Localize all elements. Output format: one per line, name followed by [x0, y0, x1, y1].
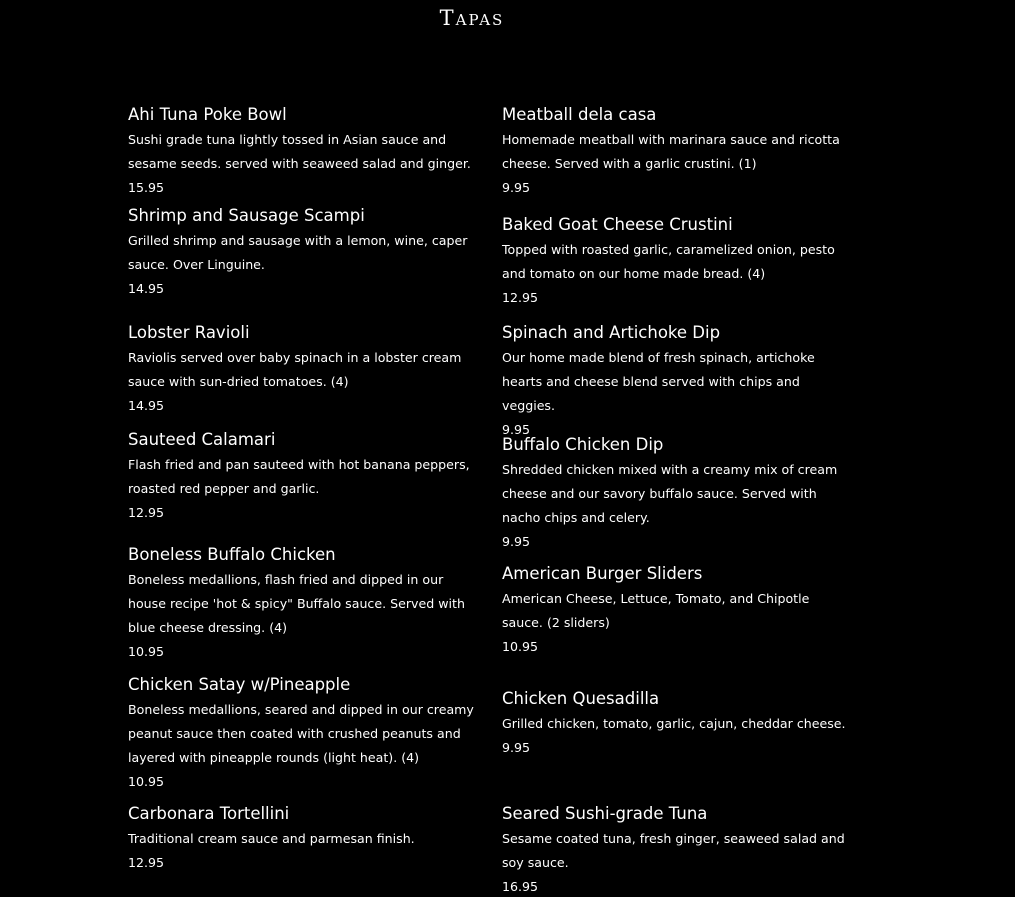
menu-item-name: Chicken Satay w/Pineapple [128, 675, 351, 694]
menu-item-description: Sesame coated tuna, fresh ginger, seaweed salad and soy sauce. [502, 831, 845, 870]
menu-item-name: Seared Sushi-grade Tuna [502, 804, 708, 823]
menu-item-chicken-quesadilla [502, 689, 852, 760]
menu-item-price: 9.95 [502, 740, 531, 755]
menu-item-price: 16.95 [502, 879, 539, 894]
menu-item-name: Meatball dela casa [502, 105, 657, 124]
menu-item-name: Boneless Buffalo Chicken [128, 545, 336, 564]
menu-item-description: Boneless medallions, flash fried and dipped in our house recipe 'hot & spicy" Buffalo sauce. Served with blue cheese dressing. (4) [128, 572, 465, 635]
menu-item-spinach-and-artichoke-dip [502, 323, 852, 442]
menu-item-price: 14.95 [128, 281, 165, 296]
menu-item-description: Boneless medallions, seared and dipped in our creamy peanut sauce then coated with crushed peanuts and layered with pineapple rounds (light heat). (4) [128, 702, 474, 765]
menu-item-baked-goat-cheese-crustini [502, 215, 852, 310]
menu-item-shrimp-and-sausage-scampi [128, 206, 478, 301]
menu-item-name: Lobster Ravioli [128, 323, 250, 342]
menu-item-description: Topped with roasted garlic, caramelized onion, pesto and tomato on our home made bread. (4) [502, 242, 835, 281]
menu-item-sauteed-calamari [128, 430, 478, 525]
menu-item-carbonara-tortellini [128, 804, 478, 875]
menu-item-name: Ahi Tuna Poke Bowl [128, 105, 287, 124]
menu-item-name: Carbonara Tortellini [128, 804, 290, 823]
menu-item-price: 9.95 [502, 534, 531, 549]
menu-item-name: Sauteed Calamari [128, 430, 276, 449]
menu-item-name: Baked Goat Cheese Crustini [502, 215, 733, 234]
menu-item-price: 14.95 [128, 398, 165, 413]
menu-item-description: Grilled chicken, tomato, garlic, cajun, cheddar cheese. [502, 716, 846, 731]
menu-item-description: American Cheese, Lettuce, Tomato, and Chipotle sauce. (2 sliders) [502, 591, 810, 630]
menu-item-description: Flash fried and pan sauteed with hot banana peppers, roasted red pepper and garlic. [128, 457, 470, 496]
menu-item-description: Raviolis served over baby spinach in a lobster cream sauce with sun-dried tomatoes. (4) [128, 350, 462, 389]
menu-item-price: 12.95 [502, 290, 539, 305]
menu-item-price: 15.95 [128, 180, 165, 195]
menu-item-price: 10.95 [128, 644, 165, 659]
menu-item-price: 10.95 [128, 774, 165, 789]
menu-item-description: Grilled shrimp and sausage with a lemon, wine, caper sauce. Over Linguine. [128, 233, 468, 272]
menu-item-price: 12.95 [128, 855, 165, 870]
menu-item-american-burger-sliders [502, 564, 852, 659]
menu-item-meatball-dela-casa [502, 105, 852, 200]
menu-item-price: 9.95 [502, 180, 531, 195]
menu-item-ahi-tuna-poke-bowl [128, 105, 478, 200]
menu-item-seared-sushi-grade-tuna [502, 804, 852, 897]
menu-item-name: Spinach and Artichoke Dip [502, 323, 721, 342]
menu-item-buffalo-chicken-dip [502, 435, 852, 554]
menu-item-name: Shrimp and Sausage Scampi [128, 206, 365, 225]
menu-item-description: Our home made blend of fresh spinach, artichoke hearts and cheese blend served with chips and veggies. [502, 350, 815, 413]
menu-item-name: American Burger Sliders [502, 564, 703, 583]
menu-item-description: Sushi grade tuna lightly tossed in Asian sauce and sesame seeds. served with seaweed salad and ginger. [128, 132, 471, 171]
menu-item-description: Homemade meatball with marinara sauce and ricotta cheese. Served with a garlic crustini. (1) [502, 132, 840, 171]
menu-item-description: Shredded chicken mixed with a creamy mix of cream cheese and our savory buffalo sauce. Served with nacho chips and celery. [502, 462, 838, 525]
menu-item-price: 9.95 [502, 422, 531, 437]
menu-item-name: Buffalo Chicken Dip [502, 435, 664, 454]
menu-item-description: Traditional cream sauce and parmesan finish. [128, 831, 415, 846]
menu-item-chicken-satay [128, 675, 478, 794]
menu-item-boneless-buffalo-chicken [128, 545, 478, 664]
menu-item-name: Chicken Quesadilla [502, 689, 660, 708]
menu-item-price: 12.95 [128, 505, 165, 520]
menu-item-lobster-ravioli [128, 323, 478, 418]
menu-item-price: 10.95 [502, 639, 539, 654]
page-title: Tapas [439, 6, 505, 30]
